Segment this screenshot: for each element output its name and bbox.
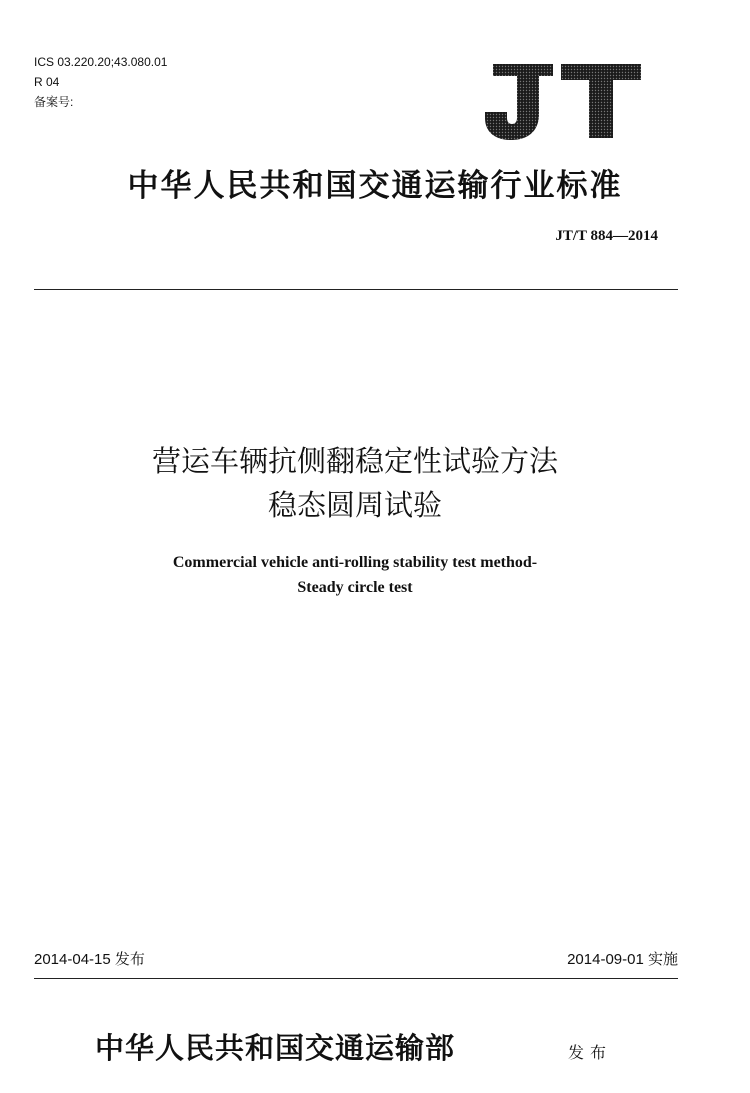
classification-block [34, 52, 167, 112]
bottom-divider [34, 978, 678, 979]
authority-title: 中华人民共和国交通运输行业标准 [127, 168, 623, 204]
ccs-code: R 04 [34, 75, 60, 89]
issue-date: 2014-04-15 发布 [34, 951, 145, 968]
issuing-action: 发布 [568, 1043, 613, 1062]
jt-standard-logo [483, 62, 643, 142]
record-number: 备案号: [34, 95, 74, 109]
chinese-title-line-2: 稳态圆周试验 [267, 488, 442, 522]
issuing-authority: 中华人民共和国交通运输部 [95, 1031, 456, 1065]
english-title-line-1: Commercial vehicle anti-rolling stability test method- [172, 554, 538, 571]
top-divider [34, 289, 678, 290]
implementation-date: 2014-09-01 实施 [567, 951, 678, 968]
ics-code: ICS 03.220.20;43.080.01 [34, 55, 168, 69]
english-title-line-2: Steady circle test [297, 579, 413, 596]
standard-number: JT/T 884—2014 [555, 228, 658, 244]
chinese-title-line-1: 营运车辆抗侧翻稳定性试验方法 [151, 444, 558, 478]
